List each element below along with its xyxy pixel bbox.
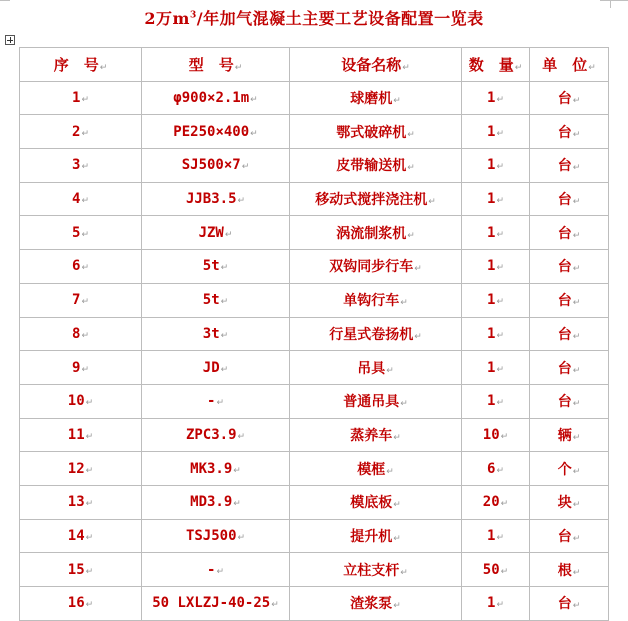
paragraph-mark-icon xyxy=(400,399,408,409)
paragraph-mark-icon xyxy=(250,129,258,139)
title-prefix: 2万 xyxy=(144,9,173,28)
table-header-row xyxy=(20,48,609,82)
paragraph-mark-icon xyxy=(573,433,581,443)
cell-quantity: 1 ↵ xyxy=(462,182,530,216)
table-row xyxy=(20,250,609,284)
paragraph-mark-icon xyxy=(393,500,401,510)
paragraph-mark-icon xyxy=(573,500,581,510)
paragraph-mark-icon xyxy=(86,466,94,476)
paragraph-mark-icon xyxy=(86,600,94,610)
paragraph-mark-icon xyxy=(238,432,246,442)
paragraph-mark-icon xyxy=(573,163,581,173)
document-title xyxy=(0,6,628,29)
cell-seq: 10 ↵ xyxy=(20,384,142,418)
paragraph-mark-icon xyxy=(573,534,581,544)
page-corner-mark xyxy=(600,0,628,1)
cell-quantity: 20 ↵ xyxy=(462,485,530,519)
cell-equipment-name: 移动式搅拌浇注机 ↵ xyxy=(290,182,462,216)
paragraph-mark-icon xyxy=(86,533,94,543)
cell-equipment-name: 单钩行车 ↵ xyxy=(290,283,462,317)
paragraph-mark-icon xyxy=(81,196,89,206)
paragraph-mark-icon xyxy=(496,297,504,307)
cell-quantity: 1 ↵ xyxy=(462,81,530,115)
cell-quantity: 1 ↵ xyxy=(462,216,530,250)
cell-unit: 根 ↵ xyxy=(530,553,609,587)
cell-quantity: 1 ↵ xyxy=(462,115,530,149)
title-rest: /年加气混凝土主要工艺设备配置一览表 xyxy=(196,9,484,28)
cell-quantity: 1 ↵ xyxy=(462,519,530,553)
paragraph-mark-icon xyxy=(402,63,410,73)
equipment-table xyxy=(19,47,609,621)
cell-quantity: 1 ↵ xyxy=(462,317,530,351)
cell-seq: 6 ↵ xyxy=(20,250,142,284)
cell-quantity: 6 ↵ xyxy=(462,452,530,486)
paragraph-mark-icon xyxy=(496,162,504,172)
paragraph-mark-icon xyxy=(250,95,258,105)
table-row xyxy=(20,81,609,115)
paragraph-mark-icon xyxy=(221,331,229,341)
cell-model: JD ↵ xyxy=(142,351,290,385)
paragraph-mark-icon xyxy=(81,129,89,139)
cell-unit: 个 ↵ xyxy=(530,452,609,486)
paragraph-mark-icon xyxy=(393,96,401,106)
cell-seq: 5 ↵ xyxy=(20,216,142,250)
cell-equipment-name: 皮带输送机 ↵ xyxy=(290,149,462,183)
paragraph-mark-icon xyxy=(573,601,581,611)
paragraph-mark-icon xyxy=(86,398,94,408)
paragraph-mark-icon xyxy=(496,533,504,543)
cell-equipment-name: 涡流制浆机 ↵ xyxy=(290,216,462,250)
paragraph-mark-icon xyxy=(86,499,94,509)
cell-quantity: 1 ↵ xyxy=(462,250,530,284)
cell-seq: 11 ↵ xyxy=(20,418,142,452)
table-row xyxy=(20,384,609,418)
table-row xyxy=(20,182,609,216)
cell-seq: 12 ↵ xyxy=(20,452,142,486)
cell-equipment-name: 渣浆泵 ↵ xyxy=(290,587,462,621)
cell-model: PE250×400 ↵ xyxy=(142,115,290,149)
paragraph-mark-icon xyxy=(221,297,229,307)
table-row xyxy=(20,351,609,385)
paragraph-mark-icon xyxy=(496,263,504,273)
cell-seq: 14 ↵ xyxy=(20,519,142,553)
cell-seq: 15 ↵ xyxy=(20,553,142,587)
header-model: 型 号 ↵ xyxy=(142,48,290,82)
paragraph-mark-icon xyxy=(573,231,581,241)
paragraph-mark-icon xyxy=(573,264,581,274)
paragraph-mark-icon xyxy=(407,163,415,173)
cell-seq: 2 ↵ xyxy=(20,115,142,149)
table-row xyxy=(20,452,609,486)
cell-unit: 台 ↵ xyxy=(530,519,609,553)
cell-equipment-name: 模底板 ↵ xyxy=(290,485,462,519)
cell-seq: 16 ↵ xyxy=(20,587,142,621)
paragraph-mark-icon xyxy=(386,467,394,477)
table-row xyxy=(20,553,609,587)
cell-seq: 7 ↵ xyxy=(20,283,142,317)
paragraph-mark-icon xyxy=(573,197,581,207)
cell-seq: 13 ↵ xyxy=(20,485,142,519)
paragraph-mark-icon xyxy=(386,366,394,376)
paragraph-mark-icon xyxy=(238,196,246,206)
cell-equipment-name: 球磨机 ↵ xyxy=(290,81,462,115)
paragraph-mark-icon xyxy=(496,331,504,341)
cell-quantity: 1 ↵ xyxy=(462,149,530,183)
cell-unit: 台 ↵ xyxy=(530,250,609,284)
watermark xyxy=(218,608,478,621)
paragraph-mark-icon xyxy=(496,466,504,476)
paragraph-mark-icon xyxy=(573,568,581,578)
paragraph-mark-icon xyxy=(573,332,581,342)
cell-model: 5t ↵ xyxy=(142,283,290,317)
cell-unit: 台 ↵ xyxy=(530,384,609,418)
cell-seq: 4 ↵ xyxy=(20,182,142,216)
paragraph-mark-icon xyxy=(496,230,504,240)
move-handle-icon[interactable] xyxy=(5,35,15,45)
paragraph-mark-icon xyxy=(100,63,108,73)
paragraph-mark-icon xyxy=(496,95,504,105)
cell-model: JJB3.5 ↵ xyxy=(142,182,290,216)
table-row xyxy=(20,317,609,351)
paragraph-mark-icon xyxy=(501,499,509,509)
paragraph-mark-icon xyxy=(400,568,408,578)
paragraph-mark-icon xyxy=(573,467,581,477)
cell-equipment-name: 提升机 ↵ xyxy=(290,519,462,553)
cell-equipment-name: 吊具 ↵ xyxy=(290,351,462,385)
paragraph-mark-icon xyxy=(216,567,224,577)
paragraph-mark-icon xyxy=(573,130,581,140)
paragraph-mark-icon xyxy=(238,533,246,543)
cell-model: 50 LXLZJ-40-25 ↵ xyxy=(142,587,290,621)
cell-unit: 块 ↵ xyxy=(530,485,609,519)
paragraph-mark-icon xyxy=(573,298,581,308)
cell-model: - ↵ xyxy=(142,553,290,587)
paragraph-mark-icon xyxy=(393,534,401,544)
cell-equipment-name: 双钩同步行车 ↵ xyxy=(290,250,462,284)
cell-model: JZW ↵ xyxy=(142,216,290,250)
paragraph-mark-icon xyxy=(233,466,241,476)
cell-quantity: 10 ↵ xyxy=(462,418,530,452)
table-row xyxy=(20,283,609,317)
paragraph-mark-icon xyxy=(407,130,415,140)
paragraph-mark-icon xyxy=(81,297,89,307)
cell-unit: 台 ↵ xyxy=(530,81,609,115)
paragraph-mark-icon xyxy=(496,365,504,375)
cell-unit: 台 ↵ xyxy=(530,587,609,621)
paragraph-mark-icon xyxy=(225,230,233,240)
cell-unit: 台 ↵ xyxy=(530,149,609,183)
paragraph-mark-icon xyxy=(216,398,224,408)
paragraph-mark-icon xyxy=(573,366,581,376)
paragraph-mark-icon xyxy=(221,263,229,273)
header-qty: 数 量 ↵ xyxy=(462,48,530,82)
cell-quantity: 1 ↵ xyxy=(462,587,530,621)
cell-unit: 台 ↵ xyxy=(530,283,609,317)
paragraph-mark-icon xyxy=(81,331,89,341)
paragraph-mark-icon xyxy=(573,399,581,409)
cell-unit: 台 ↵ xyxy=(530,317,609,351)
cell-equipment-name: 立柱支杆 ↵ xyxy=(290,553,462,587)
cell-unit: 辆 ↵ xyxy=(530,418,609,452)
table-row xyxy=(20,519,609,553)
cell-equipment-name: 蒸养车 ↵ xyxy=(290,418,462,452)
paragraph-mark-icon xyxy=(235,63,243,73)
cell-model: φ900×2.1m ↵ xyxy=(142,81,290,115)
cell-equipment-name: 模框 ↵ xyxy=(290,452,462,486)
paragraph-mark-icon xyxy=(496,129,504,139)
paragraph-mark-icon xyxy=(86,567,94,577)
paragraph-mark-icon xyxy=(496,196,504,206)
cell-seq: 3 ↵ xyxy=(20,149,142,183)
table-row xyxy=(20,418,609,452)
title-unit-sup: 3 xyxy=(189,10,197,21)
cell-model: ZPC3.9 ↵ xyxy=(142,418,290,452)
paragraph-mark-icon xyxy=(81,365,89,375)
header-unit: 单 位 ↵ xyxy=(530,48,609,82)
paragraph-mark-icon xyxy=(81,230,89,240)
paragraph-mark-icon xyxy=(86,432,94,442)
paragraph-mark-icon xyxy=(515,63,523,73)
table-row xyxy=(20,115,609,149)
paragraph-mark-icon xyxy=(414,264,422,274)
cell-unit: 台 ↵ xyxy=(530,216,609,250)
table-row xyxy=(20,485,609,519)
paragraph-mark-icon xyxy=(414,332,422,342)
paragraph-mark-icon xyxy=(233,499,241,509)
cell-quantity: 1 ↵ xyxy=(462,351,530,385)
cell-model: TSJ500 ↵ xyxy=(142,519,290,553)
table-row xyxy=(20,149,609,183)
header-seq: 序 号 ↵ xyxy=(20,48,142,82)
paragraph-mark-icon xyxy=(221,365,229,375)
cell-unit: 台 ↵ xyxy=(530,351,609,385)
cell-model: MK3.9 ↵ xyxy=(142,452,290,486)
cell-model: 3t ↵ xyxy=(142,317,290,351)
paragraph-mark-icon xyxy=(428,197,436,207)
page-corner-mark xyxy=(0,0,10,1)
paragraph-mark-icon xyxy=(496,398,504,408)
cell-unit: 台 ↵ xyxy=(530,182,609,216)
paragraph-mark-icon xyxy=(501,432,509,442)
cell-unit: 台 ↵ xyxy=(530,115,609,149)
paragraph-mark-icon xyxy=(242,162,250,172)
cell-quantity: 50 ↵ xyxy=(462,553,530,587)
cell-quantity: 1 ↵ xyxy=(462,283,530,317)
cell-quantity: 1 ↵ xyxy=(462,384,530,418)
cell-seq: 9 ↵ xyxy=(20,351,142,385)
cell-equipment-name: 普通吊具 ↵ xyxy=(290,384,462,418)
cell-model: 5t ↵ xyxy=(142,250,290,284)
cell-model: - ↵ xyxy=(142,384,290,418)
paragraph-mark-icon xyxy=(588,63,596,73)
paragraph-mark-icon xyxy=(407,231,415,241)
cell-model: MD3.9 ↵ xyxy=(142,485,290,519)
cell-seq: 1 ↵ xyxy=(20,81,142,115)
cell-equipment-name: 行星式卷扬机 ↵ xyxy=(290,317,462,351)
header-name: 设备名称 ↵ xyxy=(290,48,462,82)
paragraph-mark-icon xyxy=(501,567,509,577)
paragraph-mark-icon xyxy=(81,162,89,172)
paragraph-mark-icon xyxy=(573,96,581,106)
cell-equipment-name: 鄂式破碎机 ↵ xyxy=(290,115,462,149)
paragraph-mark-icon xyxy=(400,298,408,308)
paragraph-mark-icon xyxy=(81,263,89,273)
cell-model: SJ500×7 ↵ xyxy=(142,149,290,183)
paragraph-mark-icon xyxy=(81,95,89,105)
title-unit: m xyxy=(172,9,190,28)
cell-seq: 8 ↵ xyxy=(20,317,142,351)
paragraph-mark-icon xyxy=(496,600,504,610)
table-row xyxy=(20,216,609,250)
paragraph-mark-icon xyxy=(393,433,401,443)
